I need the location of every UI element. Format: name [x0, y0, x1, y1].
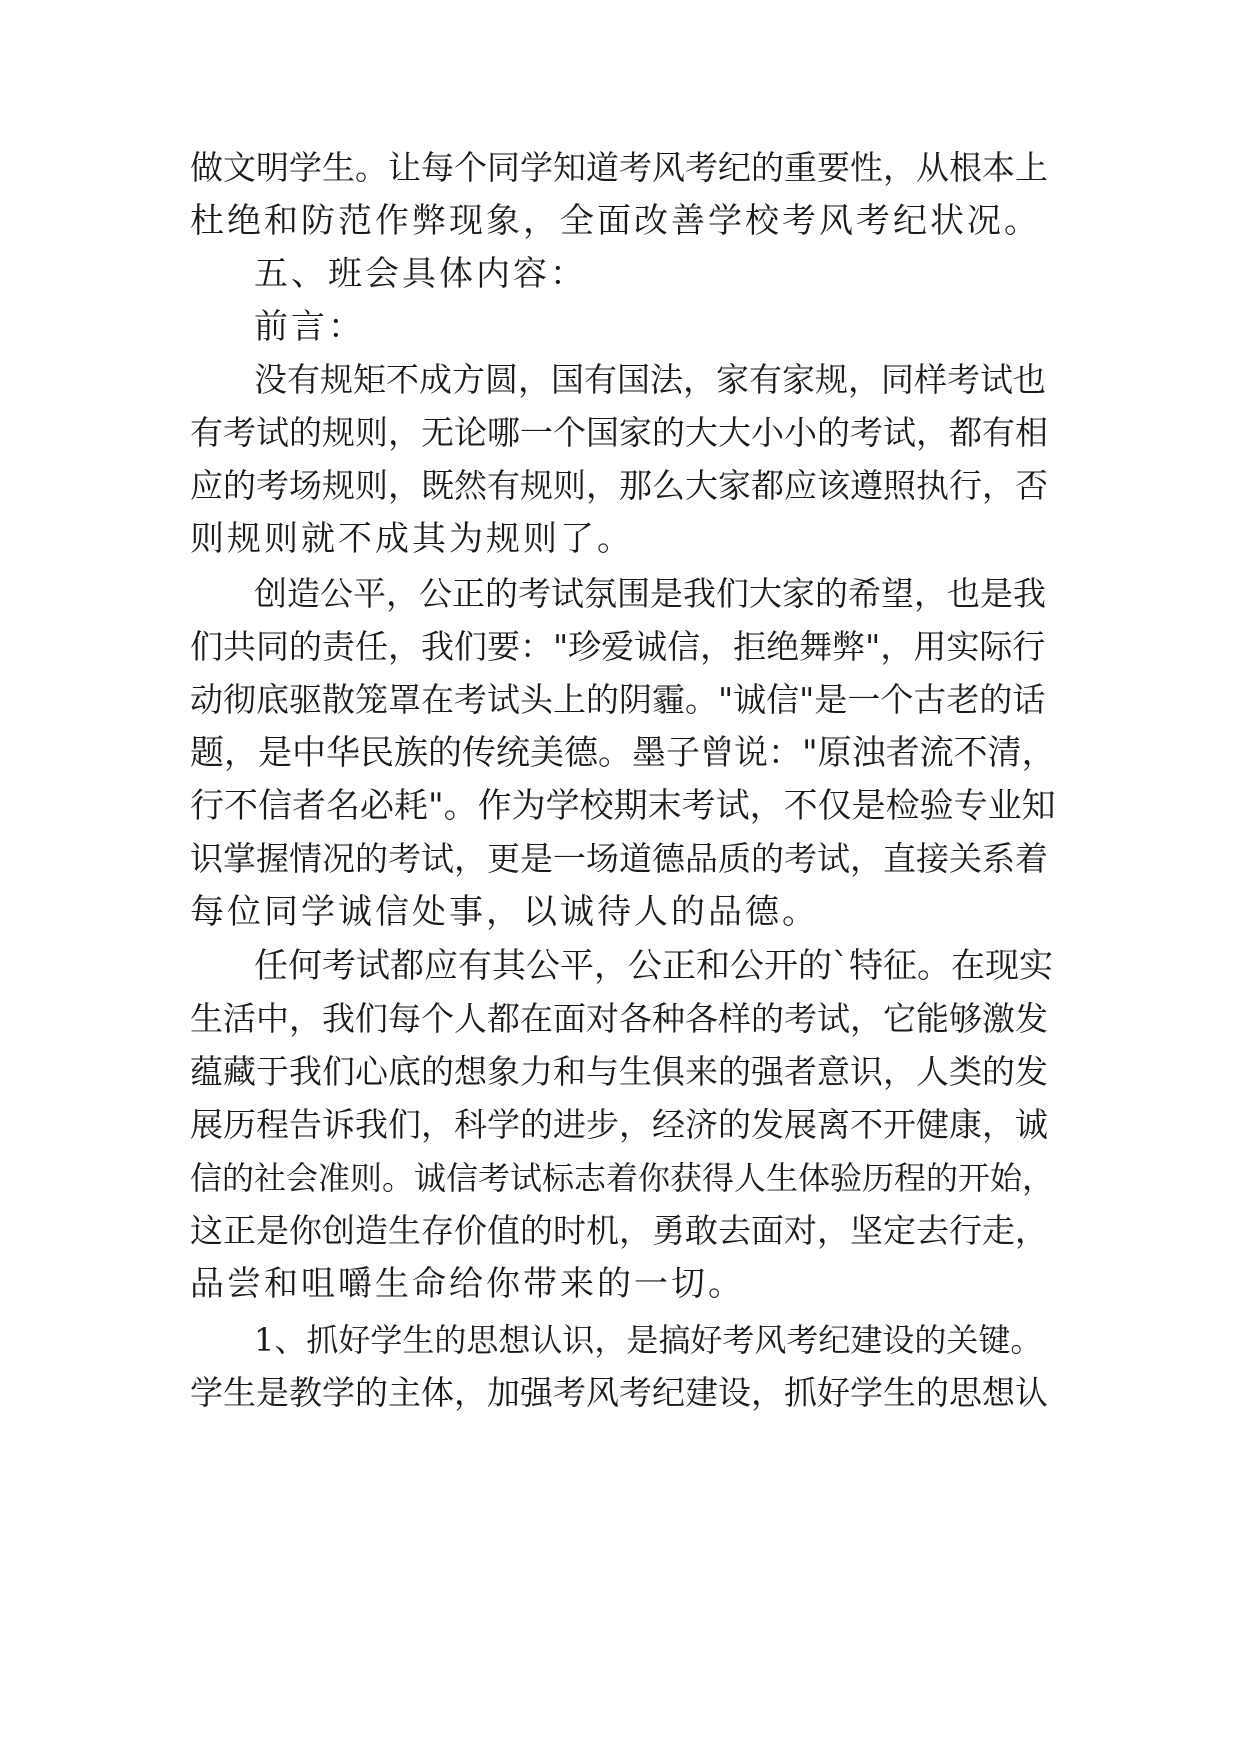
- text-line: 杜绝和防范作弊现象，全面改善学校考风考纪状况。: [190, 201, 1041, 241]
- text-line: 则规则就不成其为规则了。: [190, 519, 634, 559]
- text-line: 蕴藏于我们心底的想象力和与生俱来的强者意识，人类的发: [190, 1052, 1048, 1091]
- text-line: 题，是中华民族的传统美德。墨子曾说："原浊者流不清，: [190, 733, 1056, 773]
- text-line: 每位同学诚信处事，以诚待人的品德。: [190, 892, 819, 932]
- text-line: 学生是教学的主体，加强考风考纪建设，抓好学生的思想认: [190, 1373, 1048, 1412]
- text-line: 生活中，我们每个人都在面对各种各样的考试，它能够激发: [190, 999, 1048, 1038]
- text-line: 动彻底驱散笼罩在考试头上的阴霾。"诚信"是一个古老的话: [190, 680, 1046, 719]
- text-line: 应的考场规则，既然有规则，那么大家都应该遵照执行，否: [190, 466, 1048, 505]
- text-line: 展历程告诉我们，科学的进步，经济的发展离不开健康，诚: [190, 1105, 1048, 1144]
- text-line: 做文明学生。让每个同学知道考风考纪的重要性，从根本上: [190, 148, 1048, 187]
- text-line: 识掌握情况的考试，更是一场道德品质的考试，直接关系着: [190, 839, 1048, 878]
- text-line: 有考试的规则，无论哪一个国家的大大小小的考试，都有相: [190, 413, 1048, 452]
- text-line: 品尝和咀嚼生命给你带来的一切。: [190, 1264, 745, 1304]
- section-heading: 五、班会具体内容：: [254, 254, 587, 294]
- text-line: 行不信者名必耗"。作为学校期末考试，不仅是检验专业知: [190, 786, 1056, 826]
- text-line: 任何考试都应有其公平，公正和公开的`特征。在现实: [254, 946, 1053, 986]
- subheading: 前言：: [254, 307, 365, 347]
- text-line: 们共同的责任，我们要："珍爱诚信，拒绝舞弊"，用实际行: [190, 627, 1046, 666]
- text-line: 创造公平，公正的考试氛围是我们大家的希望，也是我: [254, 574, 1046, 613]
- text-line: 信的社会准则。诚信考试标志着你获得人生体验历程的开始，: [190, 1159, 1055, 1197]
- text-line: 没有规矩不成方圆，国有国法，家有家规，同样考试也: [254, 360, 1046, 399]
- numbered-item: 1、抓好学生的思想认识，是搞好考风考纪建设的关键。: [254, 1321, 1043, 1359]
- text-line: 这正是你创造生存价值的时机，勇敢去面对，坚定去行走，: [190, 1211, 1048, 1250]
